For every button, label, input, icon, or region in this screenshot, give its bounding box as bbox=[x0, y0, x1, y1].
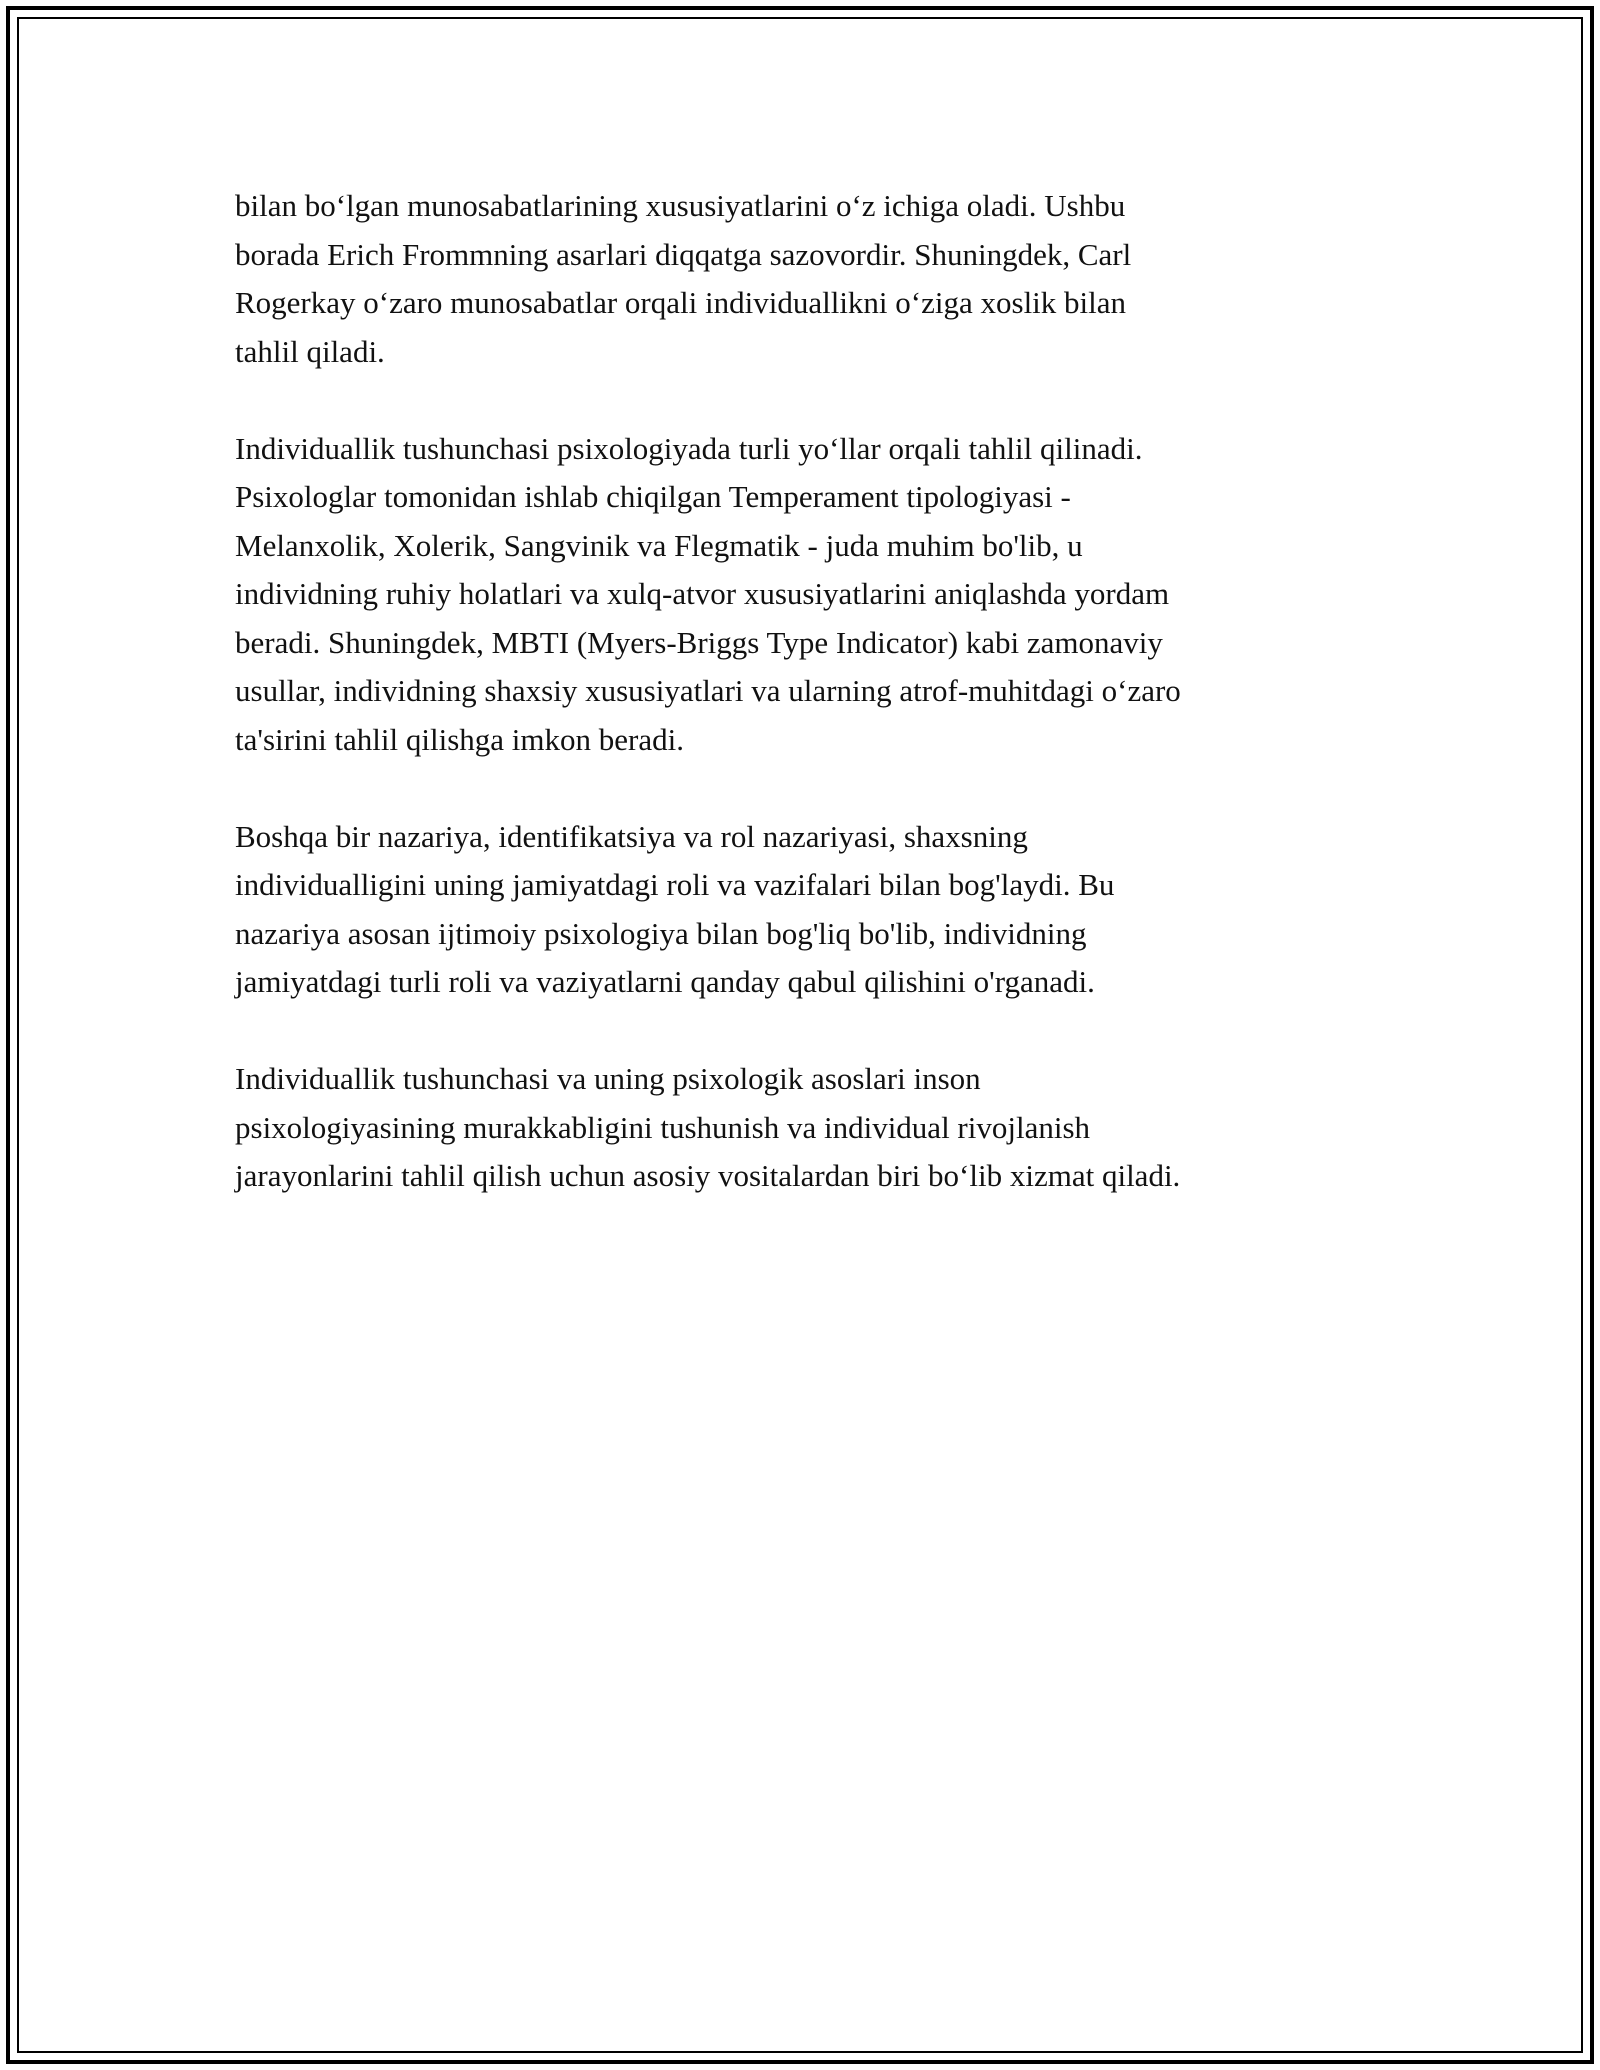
document-body bbox=[235, 182, 1365, 1249]
paragraph-2: Individuallik tushunchasi psixologiyada turli yo‘llar orqali tahlil qilinadi. Psixologlar tomonidan ishlab chiqilgan Temperament tipologiyasi - Melanxolik, Xolerik, Sangvinik va Flegmatik - juda muhim bo'lib, u individning ruhiy holatlari va xulq-atvor xususiyatlarini aniqlashda yordam beradi. Shuningdek, MBTI (Myers-Briggs Type Indicator) kabi zamonaviy usullar, individning shaxsiy xususiyatlari va ularning atrof-muhitdagi o‘zaro ta'sirini tahlil qilishga imkon beradi. bbox=[235, 430, 1181, 757]
paragraph-1: bilan bo‘lgan munosabatlarining xususiyatlarini o‘z ichiga oladi. Ushbu borada Erich Frommning asarlari diqqatga sazovordir. Shuningdek, Carl Rogerkay o‘zaro munosabatlar orqali individuallikni o‘ziga xoslik bilan tahlil qiladi. bbox=[235, 188, 1132, 369]
paragraph-4: Individuallik tushunchasi va uning psixologik asoslari inson psixologiyasining murakkabligini tushunish va individual rivojlanish jarayonlarini tahlil qilish uchun asosiy vositalardan biri bo‘lib xizmat qiladi. bbox=[235, 1061, 1181, 1193]
paragraph-3: Boshqa bir nazariya, identifikatsiya va rol nazariyasi, shaxsning individualligini uning jamiyatdagi roli va vazifalari bilan bog'laydi. Bu nazariya asosan ijtimoiy psixologiya bilan bog'liq bo'lib, individning jamiyatdagi turli roli va vaziyatlarni qanday qabul qilishini o'rganadi. bbox=[235, 818, 1115, 999]
